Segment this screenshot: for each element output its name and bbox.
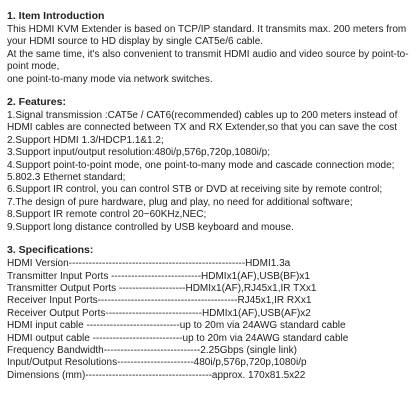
- spec-row-transmitter-input-ports: Transmitter Input Ports ---------------------------HDMIx1(AF),USB(BF)x1: [7, 270, 310, 282]
- feature-item: 3.Support input/output resolution:480i/p,576p,720p,1080i/p;: [7, 147, 270, 159]
- feature-item: 4.Support point-to-point mode, one point-to-many mode and cascade connection mode;: [7, 159, 395, 171]
- intro-line: At the same time, it's also convenient to transmit HDMI audio and video source by point-to-point mode,: [7, 48, 409, 73]
- spec-row-frequency-bandwidth: Frequency Bandwidth-----------------------------2.25Gbps (single link): [7, 344, 298, 356]
- spec-row-transmitter-output-ports: Transmitter Output Ports --------------------HDMIx1(AF),RJ45x1,IR TXx1: [7, 282, 317, 294]
- features-section: [7, 96, 410, 234]
- item-introduction-body: [7, 24, 410, 86]
- spec-row-hdmi-input-cable: HDMI input cable ----------------------------up to 20m via 24AWG standard cable: [7, 320, 346, 332]
- intro-line: This HDMI KVM Extender is based on TCP/IP standard. It transmits max. 200 meters from your HDMI source to HD display by single CAT5e/6 cable.: [7, 24, 407, 48]
- spec-row-receiver-output-ports: Receiver Output Ports-----------------------------HDMIx1(AF),USB(AF)x2: [7, 307, 311, 319]
- feature-item: 7.The design of pure hardware, plug and play, no need for additional software;: [7, 196, 353, 208]
- specifications-heading: 3. Specifications:: [7, 244, 94, 257]
- feature-item: 9.Support long distance controlled by USB keyboard and mouse.: [7, 221, 294, 233]
- feature-item: 2.Support HDMI 1.3/HDCP1.1&1.2;: [7, 134, 164, 146]
- features-heading: 2. Features:: [7, 96, 66, 109]
- spec-row-resolutions: Input/Output Resolutions-----------------------480i/p,576p,720p,1080i/p: [7, 357, 307, 369]
- spec-row-hdmi-version: HDMI Version-----------------------------------------------------HDMI1.3a: [7, 258, 291, 270]
- intro-line: one point-to-many mode via network switches.: [7, 73, 213, 85]
- feature-item: 5.802.3 Ethernet standard;: [7, 172, 126, 184]
- feature-item: 1.Signal transmission :CAT5e / CAT6(recommended) cables up to 200 meters instead of HDMI cables are connected between TX and RX Extender,so that you can save the cost: [7, 110, 398, 134]
- item-introduction-section: [7, 10, 410, 86]
- spec-row-dimensions: Dimensions (mm)--------------------------------------approx. 170x81.5x22: [7, 369, 306, 381]
- spec-row-hdmi-output-cable: HDMI output cable ---------------------------up to 20m via 24AWG standard cable: [7, 332, 349, 344]
- feature-item: 8.Support IR remote control 20~60KHz,NEC;: [7, 209, 207, 221]
- spec-row-receiver-input-ports: Receiver Input Ports------------------------------------------RJ45x1,IR RXx1: [7, 295, 312, 307]
- feature-item: 6.Support IR control, you can control STB or DVD at receiving site by remote control;: [7, 184, 383, 196]
- features-list: [7, 110, 410, 234]
- specifications-list: [7, 258, 410, 382]
- item-introduction-heading: 1. Item Introduction: [7, 10, 105, 22]
- specifications-section: [7, 244, 410, 382]
